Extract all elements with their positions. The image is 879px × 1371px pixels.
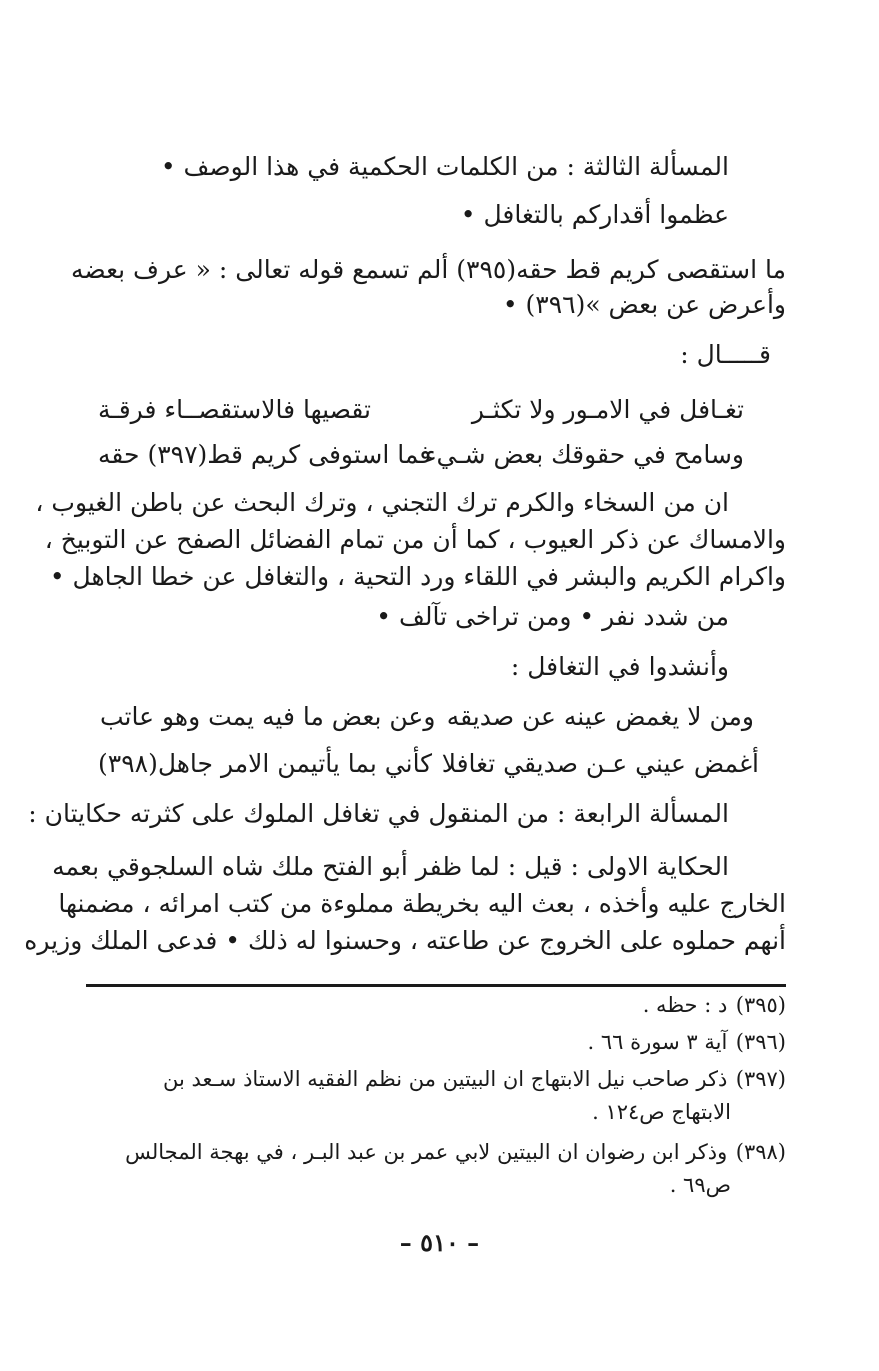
footnote: [163, 1064, 786, 1094]
footnote-text: وذكر ابن رضوان ان البيتين لابي عمر بن عبد البـر ، في بهجة المجالس: [125, 1140, 728, 1164]
verse-hemistich: تغـافل في الامـور ولا تكثـر: [471, 395, 744, 424]
proverb-line: عظموا أقداركم بالتغافل •: [460, 200, 729, 229]
footnote-continuation: ص٦٩ .: [669, 1173, 731, 1197]
footnote-continuation: الابتهاج ص١٢٤ .: [592, 1100, 731, 1124]
footnote-text: ذكر صاحب نيل الابتهاج ان البيتين من نظم الفقيه الاستاذ سـعد بن: [162, 1067, 728, 1091]
verse-hemistich: أغمض عيني عـن صديقي تغافلا: [441, 749, 759, 778]
body-line: وأعرض عن بعض »(٣٩٦) •: [502, 290, 786, 319]
verse-hemistich: وسامح في حقوقك بعض شـيء: [424, 440, 744, 469]
footnote-separator: [86, 984, 786, 987]
body-line: والامساك عن ذكر العيوب ، كما أن من تمام الفضائل الصفح عن التوبيخ ،: [44, 525, 786, 554]
body-line: من شدد نفر • ومن تراخى تآلف •: [376, 602, 729, 631]
verse-hemistich: فما استوفى كريم قط(٣٩٧) حقه: [98, 440, 432, 469]
body-line: ان من السخاء والكرم ترك التجني ، وترك البحث عن باطن الغيوب ،: [35, 488, 729, 517]
footnote-number: (٣٩٦): [735, 1030, 786, 1054]
footnote-number: (٣٩٨): [735, 1140, 786, 1164]
footnote-text: د : حظه .: [642, 993, 728, 1017]
footnote-number: (٣٩٥): [735, 993, 786, 1017]
footnote-number: (٣٩٧): [735, 1067, 786, 1091]
body-line: الحكاية الاولى : قيل : لما ظفر أبو الفتح ملك شاه السلجوقي بعمه: [52, 852, 729, 881]
body-line: الخارج عليه وأخذه ، بعث اليه بخريطة مملوءة من كتب امرائه ، مضمنها: [58, 889, 786, 918]
body-line: أنهم حملوه على الخروج عن طاعته ، وحسنوا له ذلك • فدعى الملك وزيره: [24, 926, 786, 955]
footnote-text: آية ٣ سورة ٦٦ .: [587, 1030, 728, 1054]
footnote: [643, 990, 786, 1020]
page-number: – ٥١٠ –: [399, 1228, 480, 1257]
body-line: ما استقصى كريم قط حقه(٣٩٥) ألم تسمع قوله تعالى : « عرف بعضه: [71, 255, 786, 284]
section-heading-third: المسألة الثالثة : من الكلمات الحكمية في هذا الوصف •: [160, 152, 729, 181]
body-line: وأنشدوا في التغافل :: [510, 652, 729, 681]
body-line: واكرام الكريم والبشر في اللقاء ورد التحية ، والتغافل عن خطا الجاهل •: [49, 562, 786, 591]
verse-hemistich: ومن لا يغمض عينه عن صديقه: [446, 702, 754, 731]
footnote: [588, 1027, 786, 1057]
qala-label: قـــــال :: [680, 340, 771, 369]
verse-hemistich: تقصيها فالاستقصــاء فرقـة: [98, 395, 371, 424]
section-heading-fourth: المسألة الرابعة : من المنقول في تغافل الملوك على كثرته حكايتان :: [28, 799, 729, 828]
verse-hemistich: وعن بعض ما فيه يمت وهو عاتب: [100, 702, 436, 731]
verse-hemistich: كأني بما يأتيمن الامر جاهل(٣٩٨): [98, 749, 433, 778]
footnote: [125, 1137, 786, 1167]
